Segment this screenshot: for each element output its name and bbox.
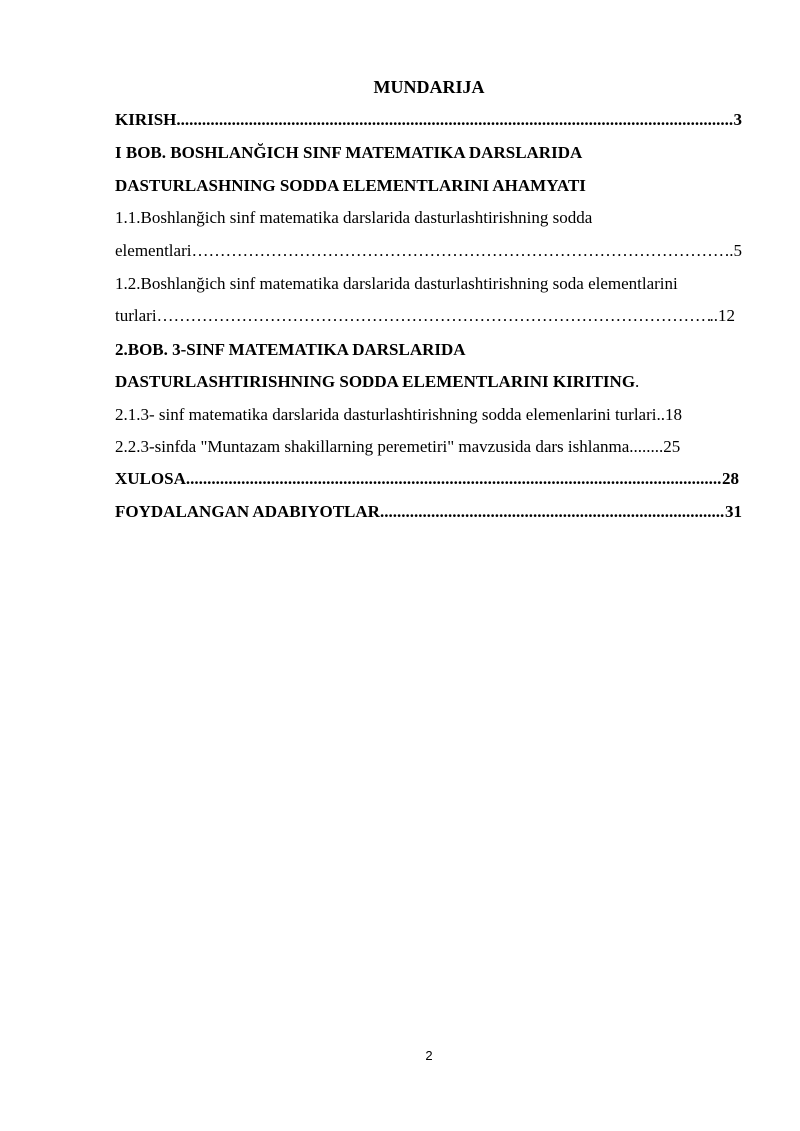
dot-leader	[157, 304, 710, 328]
toc-entry-label: FOYDALANGAN ADABIYOTLAR	[115, 502, 380, 521]
toc-entry-label: turlari	[115, 306, 157, 325]
toc-entry-page: .5	[729, 241, 742, 260]
toc-chapter-2-line-2	[115, 370, 742, 394]
toc-entry-adabiyotlar	[115, 500, 742, 524]
toc-section-2-2: 2.2.3-sinfda "Muntazam shakillarning peremetiri" mavzusida dars ishlanma........25	[115, 437, 681, 456]
toc-section-2-1: 2.1.3- sinf matematika darslarida dasturlashtirishning sodda elemenlarini turlari..18	[115, 405, 682, 424]
toc-section-1-1-line-1: 1.1.Boshlanğich sinf matematika darslarida dasturlashtirishning sodda	[115, 208, 593, 227]
toc-entry-label: XULOSA	[115, 469, 186, 488]
toc-entry-xulosa	[115, 467, 739, 491]
dot-leader	[191, 239, 729, 263]
dot-leader	[380, 500, 725, 524]
dot-leader	[186, 467, 722, 491]
toc-entry-label: elementlari	[115, 241, 192, 260]
toc-entry-page: 3	[733, 110, 742, 129]
toc-entry-page: 28	[722, 469, 739, 488]
toc-chapter-1-line-1: I BOB. BOSHLANĞICH SINF MATEMATIKA DARSLARIDA	[115, 143, 583, 162]
dot-leader	[176, 108, 733, 132]
toc-chapter-1-line-2: DASTURLASHNING SODDA ELEMENTLARINI AHAMYATI	[115, 176, 586, 195]
toc-section-1-2-line-1: 1.2.Boshlanğich sinf matematika darslarida dasturlashtirishning soda elementlarini	[115, 274, 678, 293]
toc-entry-kirish	[115, 108, 742, 132]
toc-entry-page: ..12	[709, 306, 735, 325]
page-number: 2	[425, 1048, 433, 1063]
toc-heading: MUNDARIJA	[373, 77, 485, 97]
toc-entry-label: DASTURLASHTIRISHNING SODDA ELEMENTLARINI KIRITING	[115, 372, 636, 391]
toc-entry-page: 31	[725, 502, 742, 521]
toc-chapter-2-line-1: 2.BOB. 3-SINF MATEMATIKA DARSLARIDA	[115, 340, 466, 359]
toc-entry-suffix: .	[635, 372, 640, 391]
toc-entry-label: KIRISH	[115, 110, 177, 129]
toc-section-1-2-line-2	[115, 304, 735, 328]
toc-section-1-1-line-2	[115, 239, 742, 263]
